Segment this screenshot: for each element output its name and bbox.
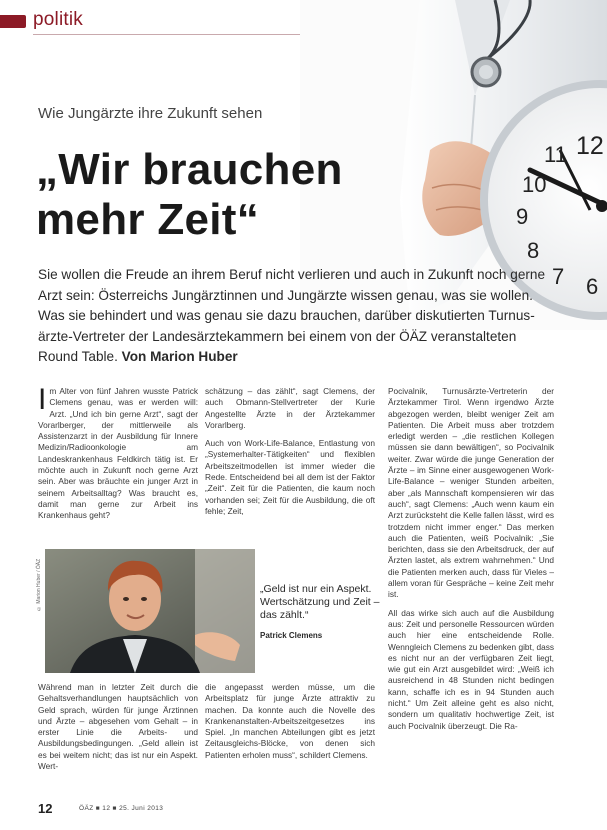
section-rule: [33, 34, 343, 35]
paragraph: schätzung – das zählt“, sagt Clemens, der auch Obmann-Stellvertreter der Kurie Angestellte Ärzte in der Ärztekammer Vorarlberg.: [205, 386, 375, 430]
paragraph: die angepasst werden müsse, um die Arbeitsplatz für junge Ärzte attraktiv zu machen. Da konnte auch die Novelle des Krankenanstalten-Arbeitszeitgesetzes ins Spiel. „In manchen Abteilungen gibt es jetzt Zeitausgleichs-Blöcke, von denen sich Patienten erholen muss“, schildert Clemens.: [205, 682, 375, 760]
column-2-bottom: [205, 682, 375, 768]
issue-info: ÖÄZ ■ 12 ■ 25. Juni 2013: [79, 805, 164, 812]
article-headline: „Wir brauchen mehr Zeit“: [36, 145, 343, 244]
paragraph-text: m Alter von fünf Jahren wusste Patrick Clemens genau, was er werden will: Arzt. „Und ich bin gerne Arzt“, sagt der Vorarlberger, der mittlerweile als Assistenzarzt in der Ausbildung für Innere Medizin/Radioonkologie am Landeskrankenhaus Feldkirch tätig ist. Er möchte auch in Zukunft noch gerne Arzt sein. Aber was bräuchte ein junger Arzt in seinem Arbeitsalltag? Was braucht es, damit man gerne zur Arbeit ins Krankenhaus geht?: [38, 386, 198, 521]
page-number: 12: [38, 801, 53, 816]
paragraph: Pocivalnik, Turnusärzte-Vertreterin der Ärztekammer Tirol. Wenn irgendwo Ärzte abgezogen werden, bleibt weniger Zeit am Patienten. Die Arbeit muss aber trotzdem erledigt werden – „die restlichen Kollegen müssen sie dann bewältigen“, so Pocivalnik weiter. Zwar würde die junge Generation der Ärzte – im Sinne einer ausgewogenen Work-Life-Balance – weniger Stunden arbeiten, aber „als Mannschaft kompensieren wir das auch“, sagt Clemens: „Auch wenn kaum ein Arzt zurücksteht die Kelle fallen lässt, wird es trotzdem nicht immer enger.“ Das merken auch die Patienten, weiß Pocivalnik: „Sie berichten, dass sie den Arbeitsdruck, der auf Ärzten lastet, als extrem wahrnehmen.“ Und die Patienten merken auch, dass für Vieles – allem voran für Gespräche – keine Zeit mehr ist.: [388, 386, 555, 600]
clock-numeral-6: 6: [586, 274, 599, 299]
portrait-photo: [45, 549, 255, 673]
column-2-top: [205, 386, 375, 524]
paragraph: Während man in letzter Zeit durch die Gehaltsverhandlungen hauptsächlich von Geld sprach, würden für junge Ärztinnen und Ärzte – abgesehen vom Gehalt – in erster Linie die Arbeits- und Ausbildungsbedingungen. „Geld allein ist es bei weitem nicht; das ist nur ein Aspekt. Wert-: [38, 682, 198, 772]
article-kicker: Wie Jungärzte ihre Zukunft sehen: [38, 105, 263, 122]
clock-numeral-11: 11: [544, 142, 567, 167]
section-marker: [0, 15, 26, 28]
clock-numeral-9: 9: [516, 204, 529, 229]
paragraph: [38, 383, 198, 522]
photo-credit: © Marion Huber / ÖÄZ: [36, 558, 42, 611]
quote-attribution: Patrick Clemens: [260, 631, 323, 640]
article-lead: [38, 265, 553, 368]
clock-numeral-7: 7: [552, 264, 565, 289]
clock-numeral-8: 8: [527, 238, 540, 263]
paragraph: All das wirke sich auch auf die Ausbildung aus: Zeit und personelle Ressourcen würden auch hier eine entscheidende Rolle. Wenngleich Clemens zu bedenken gibt, dass es nicht nur an der verfügbaren Zeit liegt, wie gut ein Arzt ausgebildet wird: „Weiß ich ausreichend in 48 Stunden nicht bedingen kann, schaffe ich es in 94 Stunden auch nicht.“ Um Zeit alleine geht es also nicht, sondern um qualitativ hochwertige Zeit, ist auch Pocivalnik überzeugt. Die Ra-: [388, 607, 554, 731]
clock-numeral-10: 10: [522, 172, 547, 197]
pull-quote: „Geld ist nur ein Aspekt. Wertschätzung und Zeit – das zählt.“: [260, 583, 380, 621]
section-label: politik: [33, 9, 83, 30]
lead-text: Sie wollen die Freude an ihrem Beruf nicht verlieren und auch in Zukunft noch gerne Arzt sein: Österreichs Jungärztinnen und Jungärzte wissen genau, was sie wollen. Was sie behindert und was genau sie dazu brauchen, darüber diskutierten Turnus-ärzte-Vertreter der Landesärztekammern bei einem von der ÖÄZ veranstalteten Round Table.: [38, 267, 546, 364]
paragraph: Auch von Work-Life-Balance, Entlastung von „Systemerhalter-Tätigkeiten“ und flexiblen Arbeitszeitmodellen ist immer wieder die Rede. Entscheidend bei all dem ist der Faktor „Zeit“. Zeit für die Patienten, die kaum noch vorhanden sei; Zeit für die Ausbildung, die oft fehle; Zeit,: [205, 438, 375, 516]
drop-cap: I: [38, 383, 47, 416]
column-1-bottom: [38, 682, 198, 779]
column-3: [388, 386, 554, 739]
clock-numeral-12: 12: [576, 132, 604, 160]
article-author: Von Marion Huber: [121, 349, 238, 364]
column-1-top: [38, 383, 198, 529]
